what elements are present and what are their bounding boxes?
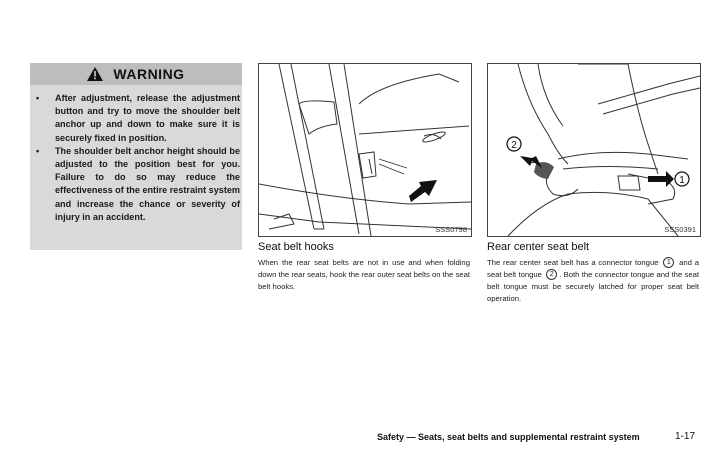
warning-item-text: The shoulder belt anchor height should be adjusted to the position best for you. Failure to do so may reduce the effectiveness of the entire restraint system and increase the chance or severity of injury in an accident.: [55, 145, 240, 222]
arrow-icon: [409, 180, 437, 202]
bullet-icon: •: [36, 93, 40, 103]
warning-box: [30, 63, 242, 250]
rear-center-seat-belt-illustration: [487, 63, 701, 237]
seat-belt-hook-drawing: [259, 64, 471, 236]
warning-item: [30, 145, 240, 224]
warning-triangle-icon: [87, 67, 103, 81]
figure-code: SSS0391: [664, 225, 696, 234]
seat-belt-hook-illustration: [258, 63, 472, 237]
warning-list: [30, 92, 240, 224]
body-text-part: . Both the connector tongue and the seat belt tongue must be securely latched for proper seat belt operation.: [487, 270, 700, 303]
page-number: 1-17: [675, 431, 696, 442]
warning-title: WARNING: [113, 66, 185, 82]
callout-1-label: 1: [679, 175, 685, 186]
section-body-rear-center-seat-belt: [487, 257, 699, 305]
warning-item-text: After adjustment, release the adjustment button and try to move the shoulder belt anchor up and down to make sure it is securely fixed in position.: [55, 93, 240, 143]
warning-header: [30, 63, 242, 85]
callout-2-label: 2: [511, 140, 517, 151]
footer-section-title: Safety — Seats, seat belts and supplemental restraint system: [377, 432, 640, 442]
body-text-part: The rear center seat belt has a connector tongue: [487, 258, 659, 267]
bullet-icon: •: [36, 145, 40, 156]
body-text-part: and a seat belt tongue: [487, 258, 699, 279]
connector-tongue-marker: 1: [663, 257, 674, 268]
section-heading-seat-belt-hooks: Seat belt hooks: [258, 241, 334, 253]
seat-belt-tongue-marker: 2: [546, 269, 557, 280]
arrow-icon: [648, 171, 674, 187]
rear-center-belt-drawing: [488, 64, 700, 236]
figure-code: SSS0798: [435, 225, 467, 234]
warning-item: [30, 92, 240, 145]
section-body-seat-belt-hooks: When the rear seat belts are not in use and when folding down the rear seats, hook the rear outer seat belts on the seat belt hooks.: [258, 258, 470, 291]
section-heading-rear-center-seat-belt: Rear center seat belt: [487, 241, 590, 253]
